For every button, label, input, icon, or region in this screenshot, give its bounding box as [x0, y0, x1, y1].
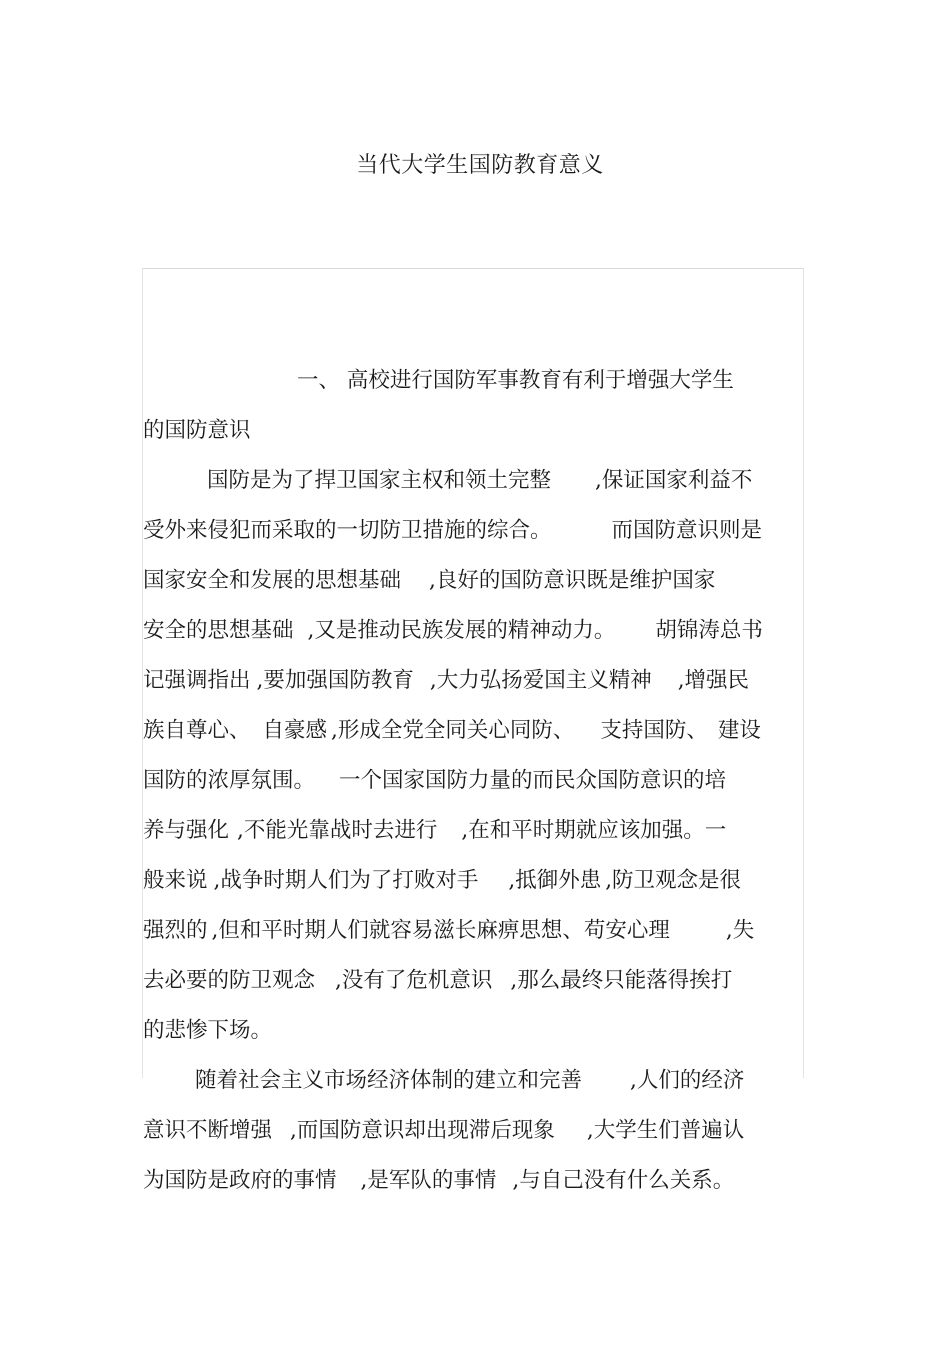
paragraph-line: 般来说 ,战争时期人们为了打败对手 ,抵御外患 ,防卫观念是很 [143, 868, 742, 893]
paragraph-line: 意识不断增强 ,而国防意识却出现滞后现象 ,大学生们普遍认 [143, 1118, 745, 1143]
paragraph-line: 为国防是政府的事情 ,是军队的事情 ,与自己没有什么关系。 [143, 1168, 735, 1193]
section-heading-cont: 的国防意识 [143, 418, 251, 443]
paragraph-line: 的悲惨下场。 [143, 1018, 273, 1043]
paragraph-line: 安全的思想基础 ,又是推动民族发展的精神动力。 胡锦涛总书 [143, 618, 763, 643]
paragraph-line: 去必要的防卫观念 ,没有了危机意识 ,那么最终只能落得挨打 [143, 968, 733, 993]
paragraph-line: 国家安全和发展的思想基础 ,良好的国防意识既是维护国家 [143, 568, 716, 593]
paragraph-line: 随着社会主义市场经济体制的建立和完善 ,人们的经济 [195, 1068, 745, 1093]
paragraph-line: 族自尊心、 自豪感 ,形成全党全同关心同防、 支持国防、 建设 [143, 718, 761, 743]
paragraph-line: 国防的浓厚氛围。 一个国家国防力量的而民众国防意识的培 [143, 768, 727, 793]
section-heading: 一、 高校进行国防军事教育有利于增强大学生 [297, 368, 734, 393]
paragraph-line: 记强调指出 ,要加强国防教育 ,大力弘扬爱国主义精神 ,增强民 [143, 668, 750, 693]
paragraph-line: 强烈的 ,但和平时期人们就容易滋长麻痹思想、苟安心理 ,失 [143, 918, 755, 943]
paragraph-line: 养与强化 ,不能光靠战时去进行 ,在和平时期就应该加强。一 [143, 818, 727, 843]
paragraph-line: 国防是为了捍卫国家主权和领土完整 ,保证国家利益不 [207, 468, 753, 493]
document-title: 当代大学生国防教育意义 [356, 153, 604, 178]
paragraph-line: 受外来侵犯而采取的一切防卫措施的综合。 而国防意识则是 [143, 518, 763, 543]
